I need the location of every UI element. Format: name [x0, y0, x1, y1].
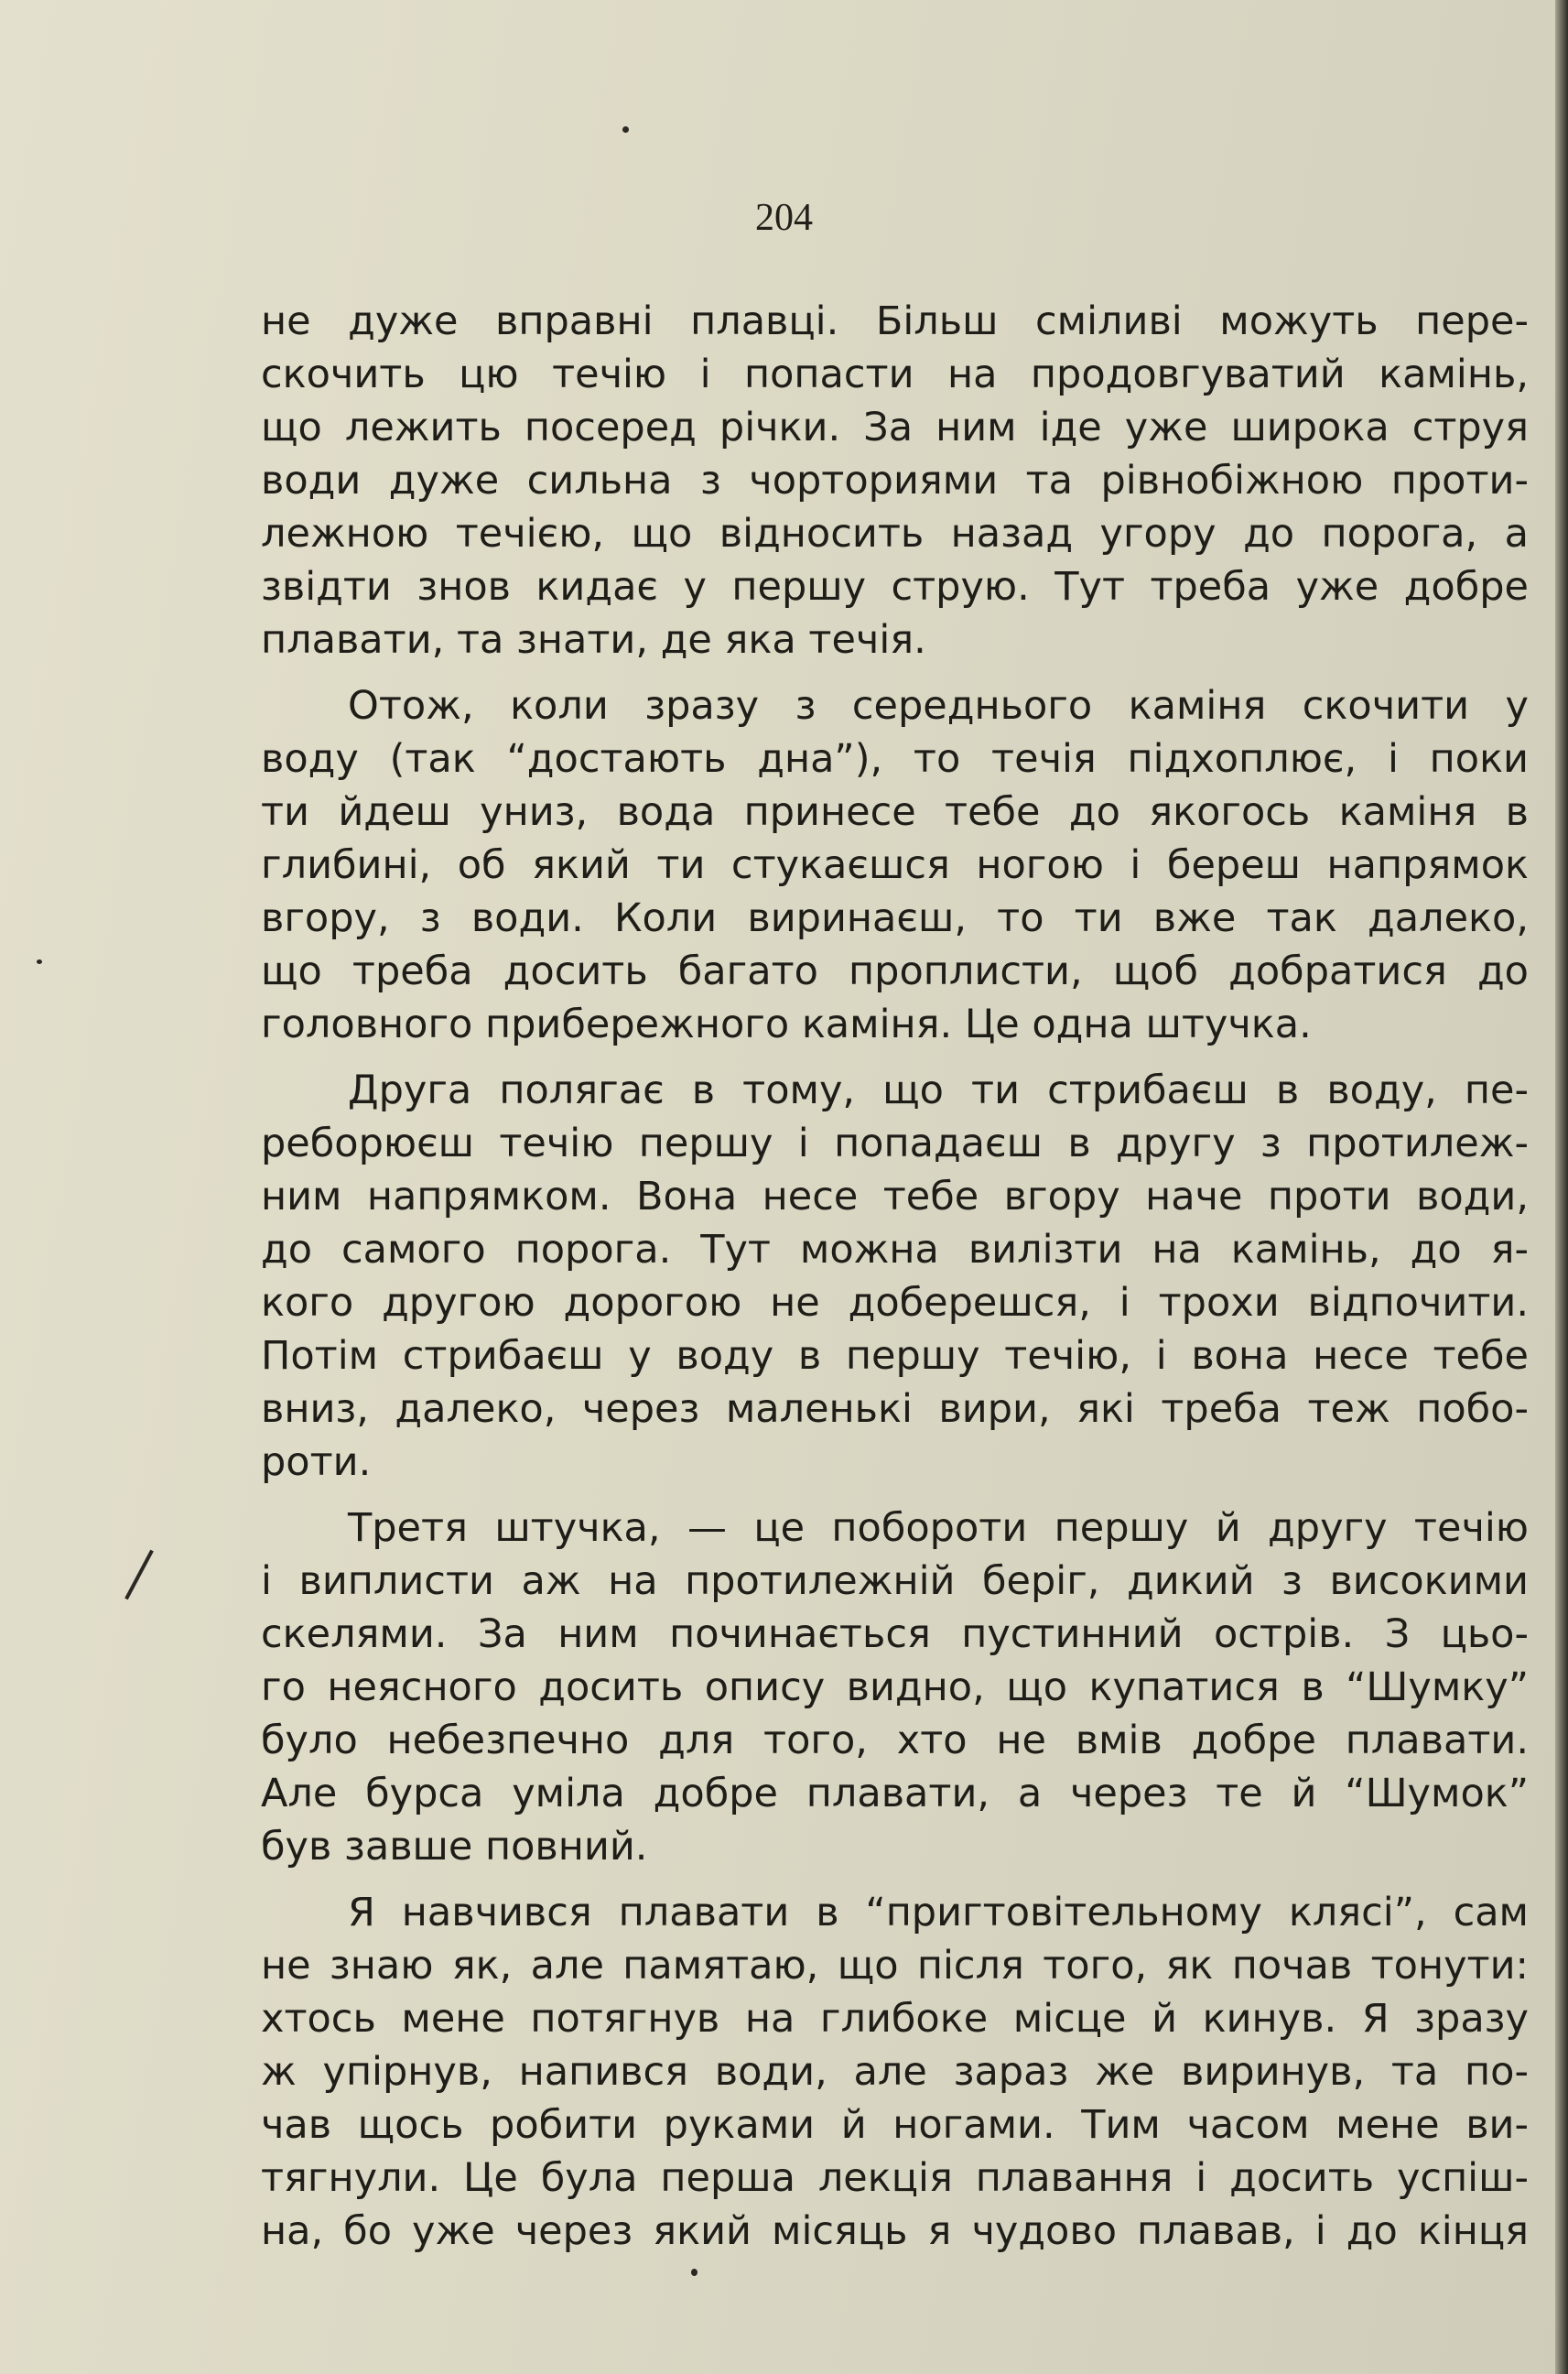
- text-line: Я навчився плавати в “пригтовітельному клясі”, сам: [348, 1890, 1529, 1935]
- paragraph-4: [261, 1501, 1529, 1873]
- text-line: ти йдеш униз, вода принесе тебе до якогось каміня в: [261, 789, 1529, 835]
- text-line: було небезпечно для того, хто не вмів добре плавати.: [261, 1718, 1529, 1763]
- text-line: що лежить посеред річки. За ним іде уже широка струя: [261, 405, 1529, 450]
- text-line: головного прибережного каміня. Це одна штучка.: [261, 1002, 1312, 1047]
- text-line: Отож, коли зразу з середнього каміня скочити у: [348, 683, 1529, 729]
- text-line: ним напрямком. Вона несе тебе вгору наче проти води,: [261, 1174, 1529, 1220]
- text-line: звідти знов кидає у першу струю. Тут треба уже добре: [261, 564, 1529, 610]
- paragraph-5: [261, 1886, 1529, 2258]
- text-line: го неясного досить опису видно, що купатися в “Шумку”: [261, 1664, 1529, 1710]
- ink-dot: [37, 959, 42, 964]
- text-line: Третя штучка, — це побороти першу й другу течію: [348, 1505, 1529, 1551]
- text-line: не знаю як, але памятаю, що після того, як почав тонути:: [261, 1943, 1529, 1989]
- text-line: ж упірнув, напився води, але зараз же виринув, та по-: [261, 2049, 1529, 2095]
- text-line: води дуже сильна з чорториями та рівнобіжною проти-: [261, 458, 1529, 504]
- text-line: Але бурса уміла добре плавати, а через те й “Шумок”: [261, 1771, 1529, 1816]
- text-line: тягнули. Це була перша лекція плавання і досить успіш-: [261, 2155, 1529, 2201]
- text-line: був завше повний.: [261, 1824, 648, 1870]
- ink-dot: [622, 126, 629, 133]
- text-line: на, бо уже через який місяць я чудово плавав, і до кінця: [261, 2208, 1529, 2254]
- paragraph-1: [261, 295, 1529, 667]
- text-line: і виплисти аж на протилежній беріг, дикий з високими: [261, 1558, 1529, 1604]
- text-line: що треба досить багато проплисти, щоб добратися до: [261, 949, 1529, 994]
- text-line: кого другою дорогою не доберешся, і трохи відпочити.: [261, 1280, 1529, 1326]
- text-line: вгору, з води. Коли виринаєш, то ти вже так далеко,: [261, 895, 1529, 941]
- pen-mark: [124, 1550, 154, 1600]
- text-line: хтось мене потягнув на глибоке місце й кинув. Я зразу: [261, 1996, 1529, 2042]
- page-edge: [1555, 0, 1568, 2374]
- text-line: скочить цю течію і попасти на продовгуватий камінь,: [261, 352, 1529, 397]
- paragraph-2: [261, 679, 1529, 1051]
- page-number: 204: [755, 197, 813, 239]
- ink-dot: [691, 2269, 697, 2276]
- body-text: [261, 295, 1529, 2271]
- text-line: Потім стрибаєш у воду в першу течію, і вона несе тебе: [261, 1333, 1529, 1379]
- text-line: плавати, та знати, де яка течія.: [261, 617, 926, 663]
- text-line: до самого порога. Тут можна вилізти на камінь, до я-: [261, 1227, 1529, 1273]
- text-line: чав щось робити руками й ногами. Тим часом мене ви-: [261, 2102, 1529, 2148]
- text-line: вниз, далеко, через маленькі вири, які треба теж побо-: [261, 1386, 1529, 1432]
- text-line: реборюєш течію першу і попадаєш в другу з протилеж-: [261, 1121, 1529, 1166]
- text-line: Друга полягає в тому, що ти стрибаєш в воду, пе-: [348, 1068, 1529, 1113]
- paragraph-3: [261, 1064, 1529, 1489]
- text-line: глибині, об який ти стукаєшся ногою і береш напрямок: [261, 842, 1529, 888]
- text-line: не дуже вправні плавці. Більш сміливі можуть пере-: [261, 298, 1529, 344]
- text-line: воду (так “достають дна”), то течія підхоплює, і поки: [261, 736, 1529, 782]
- text-line: лежною течією, що відносить назад угору до порога, а: [261, 511, 1529, 557]
- text-line: скелями. За ним починається пустинний острів. З цьо-: [261, 1611, 1529, 1657]
- text-line: роти.: [261, 1439, 372, 1485]
